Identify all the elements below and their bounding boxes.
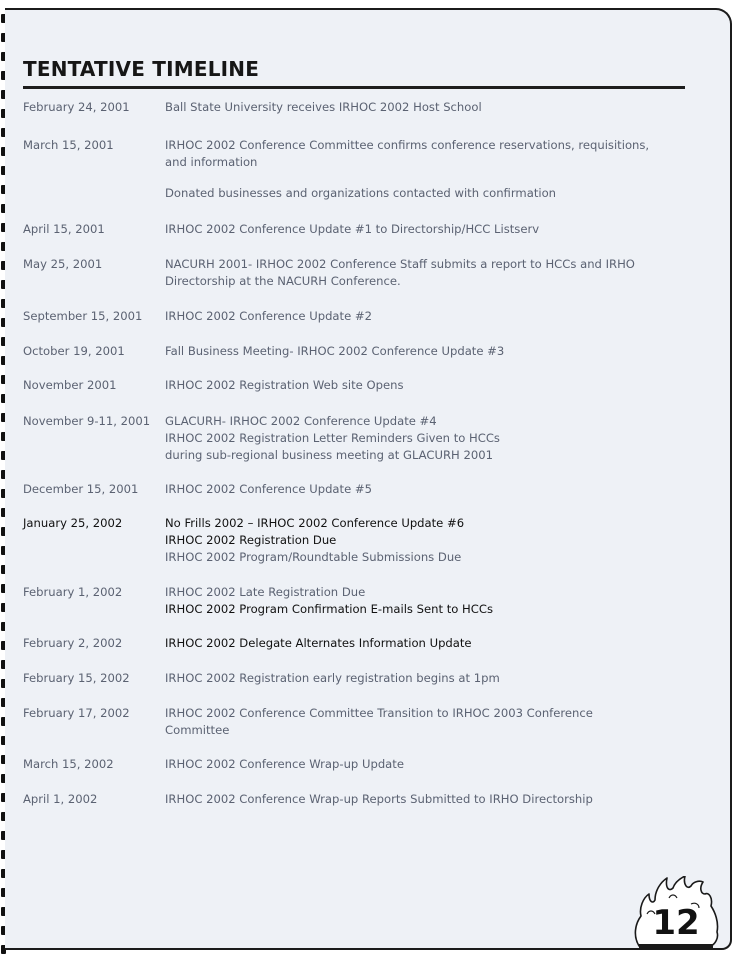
timeline-description [165,256,675,290]
page-title: TENTATIVE TIMELINE [23,57,260,81]
timeline-date: November 9-11, 2001 [23,414,151,428]
timeline-text: IRHOC 2002 Conference Wrap-up Reports Submitted to IRHO Directorship [165,792,593,806]
timeline-text: IRHOC 2002 Registration Due [165,533,337,547]
timeline-description [165,185,675,202]
timeline-description [165,515,675,566]
timeline-text: IRHOC 2002 Registration Letter Reminders Given to HCCs [165,431,500,445]
timeline-text: IRHOC 2002 Conference Committee Transition to IRHOC 2003 Conference [165,706,593,720]
timeline-description [165,635,675,652]
timeline-date: April 15, 2001 [23,222,105,236]
timeline-text: and information [165,155,258,169]
timeline-description [165,756,675,773]
timeline-text: IRHOC 2002 Conference Committee confirms conference reservations, requisitions, [165,138,650,152]
timeline-date: April 1, 2002 [23,792,98,806]
timeline-date: February 17, 2002 [23,706,130,720]
timeline-description [165,584,675,618]
timeline-text: IRHOC 2002 Delegate Alternates Information Update [165,636,472,650]
timeline-date: February 24, 2001 [23,100,130,114]
timeline-date: September 15, 2001 [23,309,143,323]
timeline-date: May 25, 2001 [23,257,103,271]
timeline-text: IRHOC 2002 Program/Roundtable Submissions Due [165,550,462,564]
timeline-text: Donated businesses and organizations contacted with confirmation [165,186,557,200]
timeline-text: Directorship at the NACURH Conference. [165,274,401,288]
timeline-text: Fall Business Meeting- IRHOC 2002 Conference Update #3 [165,344,505,358]
title-underline [23,86,685,89]
timeline-description [165,791,675,808]
timeline-text: Ball State University receives IRHOC 2002 Host School [165,100,482,114]
timeline-text: No Frills 2002 – IRHOC 2002 Conference Update #6 [165,516,465,530]
document-page [5,8,732,950]
timeline-description [165,670,675,687]
timeline-date: December 15, 2001 [23,482,139,496]
timeline-description [165,705,675,739]
timeline-text: IRHOC 2002 Registration Web site Opens [165,378,404,392]
timeline-text: IRHOC 2002 Late Registration Due [165,585,366,599]
timeline-description [165,413,675,464]
timeline-description [165,99,675,116]
timeline-description [165,481,675,498]
timeline-text: during sub-regional business meeting at GLACURH 2001 [165,448,493,462]
timeline-text: GLACURH- IRHOC 2002 Conference Update #4 [165,414,437,428]
timeline-description [165,221,675,238]
timeline-date: October 19, 2001 [23,344,125,358]
page-number: 12 [652,903,700,943]
timeline-description [165,377,675,394]
timeline-date: November 2001 [23,378,117,392]
timeline-date: February 2, 2002 [23,636,123,650]
timeline-description [165,343,675,360]
timeline-date: March 15, 2002 [23,757,114,771]
timeline-text: IRHOC 2002 Registration early registration begins at 1pm [165,671,500,685]
timeline-text: IRHOC 2002 Conference Wrap-up Update [165,757,404,771]
timeline-date: February 1, 2002 [23,585,123,599]
timeline-text: NACURH 2001- IRHOC 2002 Conference Staff submits a report to HCCs and IRHO [165,257,635,271]
timeline-text: IRHOC 2002 Conference Update #5 [165,482,372,496]
timeline-description [165,137,675,171]
timeline-text: IRHOC 2002 Conference Update #2 [165,309,372,323]
timeline-date: January 25, 2002 [23,516,123,530]
timeline-text: Committee [165,723,230,737]
timeline-text: IRHOC 2002 Conference Update #1 to Directorship/HCC Listserv [165,222,540,236]
timeline-description [165,308,675,325]
timeline-text: IRHOC 2002 Program Confirmation E-mails Sent to HCCs [165,602,494,616]
page-number-badge [629,876,723,952]
timeline-date: February 15, 2002 [23,671,130,685]
timeline-date: March 15, 2001 [23,138,114,152]
